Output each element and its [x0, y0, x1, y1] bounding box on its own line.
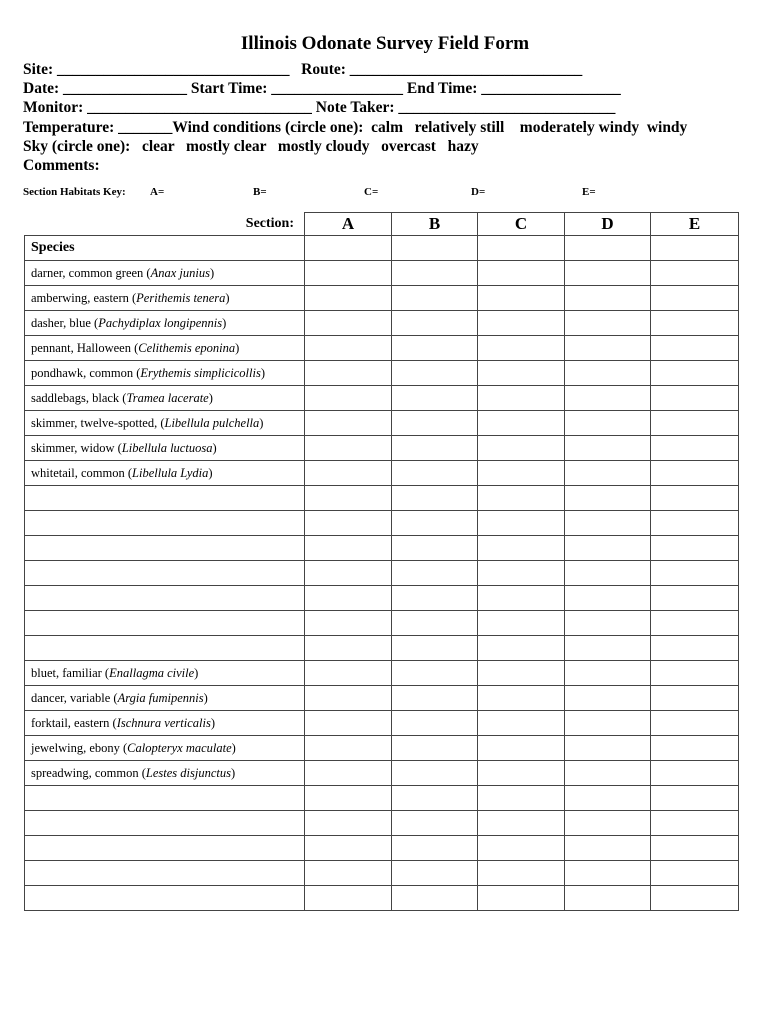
species-name-cell[interactable] — [25, 811, 305, 836]
table-row — [25, 311, 739, 336]
tally-cell[interactable] — [305, 411, 392, 436]
species-name-cell — [25, 736, 305, 761]
section-column-c: C — [478, 213, 565, 236]
species-scientific-name: Argia fumipennis — [117, 690, 204, 705]
species-name-cell[interactable] — [25, 561, 305, 586]
species-name-cell — [25, 411, 305, 436]
tally-cell[interactable] — [305, 636, 392, 661]
table-row — [25, 636, 739, 661]
species-common-name: pennant, Halloween ( — [31, 340, 139, 355]
tally-cell[interactable] — [305, 611, 392, 636]
table-row — [25, 286, 739, 311]
tally-cell[interactable] — [565, 236, 651, 261]
species-common-name: skimmer, widow ( — [31, 440, 122, 455]
tally-cell[interactable] — [651, 636, 739, 661]
tally-cell[interactable] — [565, 586, 651, 611]
section-column-a: A — [305, 213, 392, 236]
table-row — [25, 886, 739, 911]
table-row — [25, 461, 739, 486]
species-scientific-name: Ischnura verticalis — [116, 715, 211, 730]
species-close-paren: ) — [230, 765, 236, 780]
tally-cell[interactable] — [565, 411, 651, 436]
tally-cell[interactable] — [651, 361, 739, 386]
tally-cell[interactable] — [478, 511, 565, 536]
tally-cell[interactable] — [565, 711, 651, 736]
species-close-paren: ) — [203, 690, 208, 705]
table-row — [25, 786, 739, 811]
tally-cell[interactable] — [565, 736, 651, 761]
species-scientific-name: Perithemis tenera — [136, 290, 226, 305]
habitat-key-label: Section Habitats Key: — [23, 186, 126, 198]
tally-cell[interactable] — [651, 711, 739, 736]
table-row — [25, 736, 739, 761]
tally-cell[interactable] — [651, 761, 739, 786]
tally-cell[interactable] — [392, 311, 478, 336]
tally-cell[interactable] — [305, 336, 392, 361]
species-scientific-name: Erythemis simplicicollis — [140, 365, 261, 380]
tally-cell[interactable] — [392, 861, 478, 886]
tally-cell[interactable] — [478, 786, 565, 811]
table-row — [25, 586, 739, 611]
monitor-notetaker-line[interactable]: Monitor: _____________________________ Note Taker: ____________________________ — [23, 99, 616, 116]
species-common-name: whitetail, common ( — [31, 465, 133, 480]
tally-cell[interactable] — [651, 611, 739, 636]
tally-cell[interactable] — [392, 886, 478, 911]
species-name-cell — [25, 461, 305, 486]
tally-cell[interactable] — [478, 536, 565, 561]
tally-cell[interactable] — [651, 561, 739, 586]
tally-cell[interactable] — [478, 661, 565, 686]
table-row — [25, 811, 739, 836]
tally-cell[interactable] — [478, 461, 565, 486]
species-common-name: dancer, variable ( — [31, 690, 118, 705]
tally-cell[interactable] — [392, 236, 478, 261]
species-name-cell — [25, 286, 305, 311]
species-name-cell — [25, 761, 305, 786]
habitat-key-e[interactable]: E= — [582, 186, 596, 198]
species-name-cell[interactable] — [25, 786, 305, 811]
species-name-cell — [25, 261, 305, 286]
species-name-cell — [25, 361, 305, 386]
species-scientific-name: Calopteryx maculate — [127, 740, 232, 755]
tally-cell[interactable] — [392, 461, 478, 486]
tally-cell[interactable] — [478, 311, 565, 336]
table-row — [25, 386, 739, 411]
tally-cell[interactable] — [392, 786, 478, 811]
tally-cell[interactable] — [305, 511, 392, 536]
species-scientific-name: Tramea lacerate — [126, 390, 209, 405]
tally-cell[interactable] — [565, 811, 651, 836]
species-common-name: skimmer, twelve-spotted, ( — [31, 415, 165, 430]
tally-cell[interactable] — [565, 461, 651, 486]
section-label: Section: — [25, 213, 305, 236]
tally-cell[interactable] — [651, 686, 739, 711]
tally-cell[interactable] — [478, 586, 565, 611]
tally-cell[interactable] — [478, 561, 565, 586]
table-row — [25, 686, 739, 711]
tally-cell[interactable] — [651, 336, 739, 361]
tally-cell[interactable] — [478, 261, 565, 286]
table-row — [25, 261, 739, 286]
table-row — [25, 411, 739, 436]
table-row — [25, 511, 739, 536]
tally-cell[interactable] — [478, 611, 565, 636]
tally-cell[interactable] — [478, 761, 565, 786]
tally-cell[interactable] — [478, 836, 565, 861]
tally-cell[interactable] — [651, 236, 739, 261]
tally-cell[interactable] — [478, 411, 565, 436]
table-row — [25, 561, 739, 586]
tally-cell[interactable] — [651, 261, 739, 286]
tally-cell[interactable] — [565, 511, 651, 536]
species-header: Species — [25, 236, 305, 261]
species-close-paren: ) — [208, 390, 213, 405]
tally-cell[interactable] — [392, 536, 478, 561]
tally-cell[interactable] — [305, 661, 392, 686]
species-scientific-name: Celithemis eponina — [138, 340, 236, 355]
species-name-cell — [25, 686, 305, 711]
tally-cell[interactable] — [565, 436, 651, 461]
tally-cell[interactable] — [392, 411, 478, 436]
species-name-cell[interactable] — [25, 636, 305, 661]
tally-cell[interactable] — [392, 636, 478, 661]
date-time-line[interactable]: Date: ________________ Start Time: _________________ End Time: __________________ — [23, 80, 621, 97]
tally-cell[interactable] — [651, 786, 739, 811]
section-header-row — [25, 213, 739, 236]
species-close-paren: ) — [210, 715, 215, 730]
tally-cell[interactable] — [305, 561, 392, 586]
tally-cell[interactable] — [392, 436, 478, 461]
species-common-name: jewelwing, ebony ( — [31, 740, 128, 755]
tally-cell[interactable] — [392, 586, 478, 611]
species-name-cell[interactable] — [25, 886, 305, 911]
tally-cell[interactable] — [305, 711, 392, 736]
tally-cell[interactable] — [651, 661, 739, 686]
species-common-name: spreadwing, common ( — [31, 765, 146, 780]
tally-cell[interactable] — [392, 836, 478, 861]
tally-cell[interactable] — [305, 461, 392, 486]
table-row — [25, 661, 739, 686]
species-close-paren: ) — [260, 365, 266, 380]
table-row — [25, 611, 739, 636]
tally-cell[interactable] — [392, 611, 478, 636]
species-common-name: darner, common green ( — [31, 265, 151, 280]
species-close-paren: ) — [212, 440, 217, 455]
tally-cell[interactable] — [565, 836, 651, 861]
tally-cell[interactable] — [565, 861, 651, 886]
tally-cell[interactable] — [478, 736, 565, 761]
tally-cell[interactable] — [305, 586, 392, 611]
tally-cell[interactable] — [478, 811, 565, 836]
table-row — [25, 336, 739, 361]
tally-cell[interactable] — [478, 336, 565, 361]
species-name-cell — [25, 711, 305, 736]
table-row — [25, 761, 739, 786]
tally-cell[interactable] — [651, 411, 739, 436]
tally-cell[interactable] — [565, 311, 651, 336]
tally-cell[interactable] — [305, 311, 392, 336]
species-name-cell[interactable] — [25, 511, 305, 536]
tally-cell[interactable] — [305, 361, 392, 386]
tally-cell[interactable] — [565, 336, 651, 361]
tally-cell[interactable] — [305, 386, 392, 411]
tally-cell[interactable] — [651, 586, 739, 611]
tally-cell[interactable] — [305, 836, 392, 861]
tally-cell[interactable] — [478, 436, 565, 461]
tally-cell[interactable] — [478, 236, 565, 261]
species-name-cell — [25, 311, 305, 336]
species-name-cell — [25, 336, 305, 361]
species-name-cell — [25, 661, 305, 686]
tally-cell[interactable] — [392, 661, 478, 686]
tally-cell[interactable] — [651, 461, 739, 486]
site-route-line[interactable]: Site: ______________________________ Route: ______________________________ — [23, 61, 583, 78]
species-scientific-name: Libellula luctuosa — [121, 440, 213, 455]
species-close-paren: ) — [209, 265, 215, 280]
tally-cell[interactable] — [478, 686, 565, 711]
tally-cell[interactable] — [392, 811, 478, 836]
tally-cell[interactable] — [565, 786, 651, 811]
species-common-name: amberwing, eastern ( — [31, 290, 137, 305]
tally-cell[interactable] — [478, 386, 565, 411]
table-row — [25, 836, 739, 861]
tally-cell[interactable] — [478, 286, 565, 311]
table-row — [25, 436, 739, 461]
tally-cell[interactable] — [565, 361, 651, 386]
species-name-cell — [25, 436, 305, 461]
species-close-paren: ) — [259, 415, 264, 430]
comments-label: Comments: — [23, 157, 100, 174]
tally-cell[interactable] — [305, 886, 392, 911]
tally-cell[interactable] — [651, 386, 739, 411]
section-column-b: B — [392, 213, 478, 236]
section-column-d: D — [565, 213, 651, 236]
tally-cell[interactable] — [305, 286, 392, 311]
tally-cell[interactable] — [305, 436, 392, 461]
tally-cell[interactable] — [392, 286, 478, 311]
species-common-name: forktail, eastern ( — [31, 715, 117, 730]
tally-cell[interactable] — [651, 736, 739, 761]
tally-cell[interactable] — [305, 236, 392, 261]
habitat-key-b[interactable]: B= — [253, 186, 267, 198]
species-common-name: dasher, blue ( — [31, 315, 99, 330]
habitat-key-a[interactable]: A= — [150, 186, 165, 198]
species-header-row — [25, 236, 739, 261]
species-name-cell[interactable] — [25, 861, 305, 886]
tally-cell[interactable] — [651, 836, 739, 861]
table-row — [25, 486, 739, 511]
tally-cell[interactable] — [305, 536, 392, 561]
tally-cell[interactable] — [392, 561, 478, 586]
tally-cell[interactable] — [565, 486, 651, 511]
tally-cell[interactable] — [305, 261, 392, 286]
species-tally-table — [24, 212, 739, 911]
species-scientific-name: Anax junius — [150, 265, 210, 280]
tally-cell[interactable] — [651, 286, 739, 311]
tally-cell[interactable] — [565, 286, 651, 311]
section-column-e: E — [651, 213, 739, 236]
tally-cell[interactable] — [305, 736, 392, 761]
tally-cell[interactable] — [392, 336, 478, 361]
species-close-paren: ) — [222, 315, 227, 330]
species-name-cell[interactable] — [25, 486, 305, 511]
tally-cell[interactable] — [651, 536, 739, 561]
tally-cell[interactable] — [565, 561, 651, 586]
tally-cell[interactable] — [305, 861, 392, 886]
tally-cell[interactable] — [651, 436, 739, 461]
tally-cell[interactable] — [478, 486, 565, 511]
tally-cell[interactable] — [565, 761, 651, 786]
species-scientific-name: Libellula Lydia — [132, 465, 209, 480]
habitat-key-c[interactable]: C= — [364, 186, 379, 198]
tally-cell[interactable] — [305, 786, 392, 811]
species-scientific-name: Libellula pulchella — [164, 415, 260, 430]
tally-cell[interactable] — [565, 661, 651, 686]
tally-cell[interactable] — [478, 861, 565, 886]
tally-cell[interactable] — [565, 536, 651, 561]
tally-cell[interactable] — [305, 811, 392, 836]
tally-cell[interactable] — [651, 486, 739, 511]
table-row — [25, 861, 739, 886]
species-close-paren: ) — [231, 740, 236, 755]
form-title: Illinois Odonate Survey Field Form — [240, 33, 530, 54]
table-row — [25, 711, 739, 736]
tally-cell[interactable] — [565, 386, 651, 411]
tally-cell[interactable] — [651, 311, 739, 336]
species-close-paren: ) — [235, 340, 240, 355]
species-name-cell[interactable] — [25, 611, 305, 636]
tally-cell[interactable] — [651, 511, 739, 536]
tally-cell[interactable] — [392, 261, 478, 286]
tally-cell[interactable] — [392, 386, 478, 411]
sky-conditions-line[interactable]: Sky (circle one): clear mostly clear mostly cloudy overcast hazy — [23, 138, 479, 155]
tally-cell[interactable] — [651, 886, 739, 911]
tally-cell[interactable] — [305, 761, 392, 786]
tally-cell[interactable] — [392, 361, 478, 386]
species-common-name: saddlebags, black ( — [31, 390, 127, 405]
species-common-name: bluet, familiar ( — [31, 665, 110, 680]
tally-cell[interactable] — [392, 686, 478, 711]
tally-cell[interactable] — [392, 511, 478, 536]
species-close-paren: ) — [225, 290, 230, 305]
table-row — [25, 361, 739, 386]
tally-cell[interactable] — [392, 486, 478, 511]
temperature-wind-line[interactable]: Temperature: _______Wind conditions (circle one): calm relatively still moderately windy windy — [23, 119, 688, 136]
tally-cell[interactable] — [651, 861, 739, 886]
species-scientific-name: Enallagma civile — [109, 665, 195, 680]
species-scientific-name: Lestes disjunctus — [145, 765, 231, 780]
tally-cell[interactable] — [565, 611, 651, 636]
species-name-cell[interactable] — [25, 536, 305, 561]
tally-cell[interactable] — [565, 686, 651, 711]
species-close-paren: ) — [194, 665, 199, 680]
tally-cell[interactable] — [565, 886, 651, 911]
tally-cell[interactable] — [651, 811, 739, 836]
habitat-key-d[interactable]: D= — [471, 186, 486, 198]
tally-cell[interactable] — [565, 261, 651, 286]
table-row — [25, 536, 739, 561]
species-common-name: pondhawk, common ( — [31, 365, 141, 380]
tally-cell[interactable] — [305, 486, 392, 511]
tally-cell[interactable] — [478, 711, 565, 736]
tally-cell[interactable] — [478, 636, 565, 661]
tally-cell[interactable] — [305, 686, 392, 711]
species-close-paren: ) — [208, 465, 213, 480]
tally-cell[interactable] — [392, 711, 478, 736]
species-scientific-name: Pachydiplax longipennis — [98, 315, 223, 330]
tally-cell[interactable] — [392, 736, 478, 761]
species-name-cell[interactable] — [25, 836, 305, 861]
species-name-cell — [25, 386, 305, 411]
tally-cell[interactable] — [392, 761, 478, 786]
tally-cell[interactable] — [565, 636, 651, 661]
tally-cell[interactable] — [478, 886, 565, 911]
tally-cell[interactable] — [478, 361, 565, 386]
species-name-cell[interactable] — [25, 586, 305, 611]
